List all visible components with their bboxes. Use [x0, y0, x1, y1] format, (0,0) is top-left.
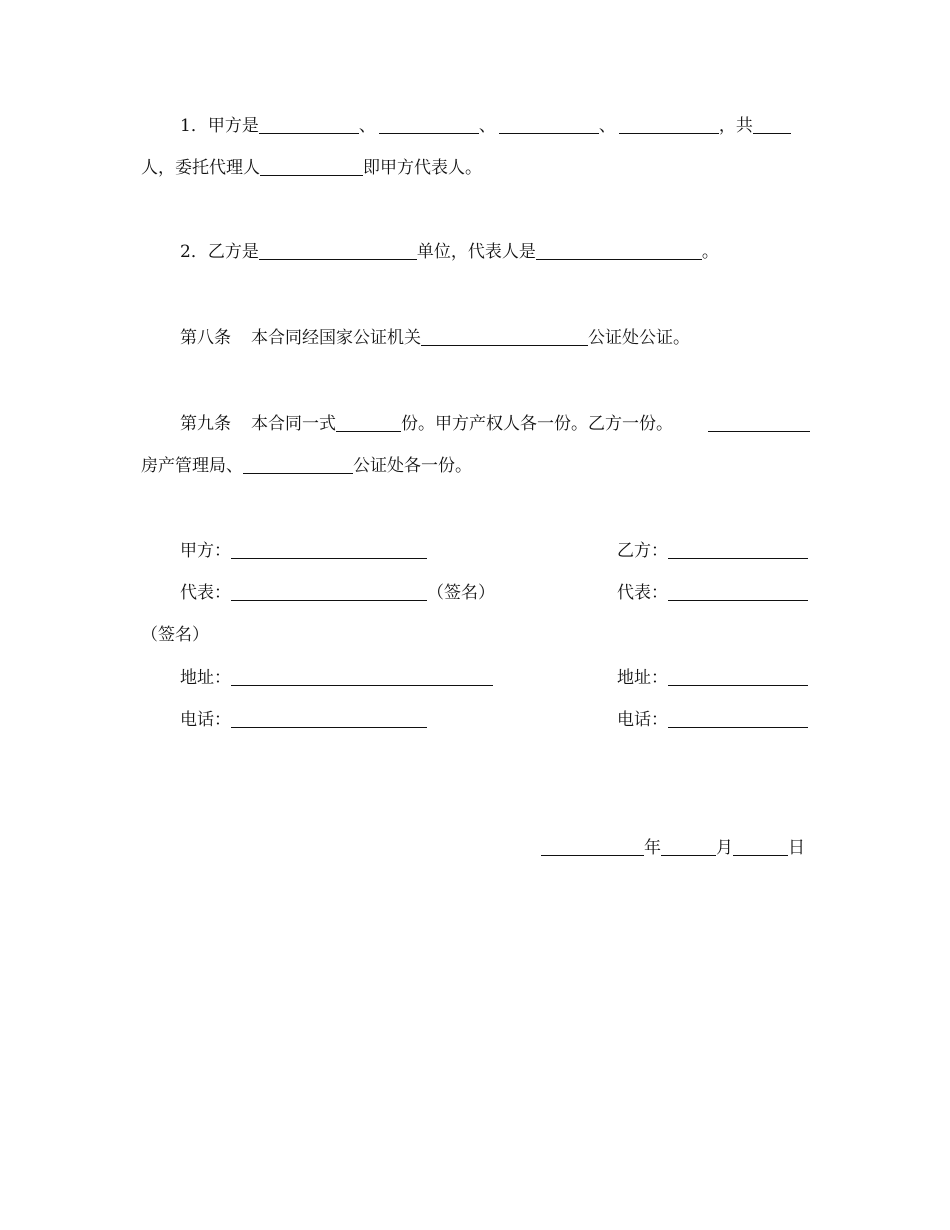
party-b-phone-blank[interactable]	[668, 709, 808, 728]
party-b-address-row	[617, 666, 808, 690]
party-b-address-label: 地址：	[617, 668, 668, 688]
notary-office-blank[interactable]	[421, 327, 588, 346]
article-9-line1	[180, 412, 673, 436]
separator-2: 、	[478, 116, 496, 136]
article-8-text1: 本合同经国家公证机关	[251, 328, 421, 348]
article-9-line2	[141, 454, 472, 478]
party-a-clause-text2: ，共	[718, 116, 753, 136]
party-a-clause-line1	[180, 114, 791, 138]
article-9-text1: 本合同一式	[251, 414, 336, 434]
party-a-clause-text1: 甲方是	[207, 116, 259, 136]
article-8-text2: 公证处公证。	[588, 328, 690, 348]
article-9-text3: 房产管理局、	[141, 456, 243, 476]
year-blank[interactable]	[541, 837, 644, 856]
notary-office-copy-blank[interactable]	[243, 455, 353, 474]
party-b-phone-row	[617, 708, 808, 732]
party-a-name-blank-3[interactable]	[499, 115, 599, 134]
party-a-name-blank-2[interactable]	[379, 115, 479, 134]
separator-1: 、	[358, 116, 376, 136]
party-b-rep-blank[interactable]	[668, 582, 808, 601]
party-a-name-blank-4[interactable]	[619, 115, 719, 134]
party-a-phone-blank[interactable]	[231, 709, 427, 728]
party-b-unit-blank[interactable]	[259, 241, 417, 260]
month-blank[interactable]	[661, 837, 716, 856]
article-9-text4: 公证处各一份。	[353, 456, 472, 476]
party-a-agent-blank[interactable]	[260, 157, 363, 176]
party-a-rep-row	[180, 581, 495, 605]
copies-count-blank[interactable]	[336, 413, 401, 432]
party-b-clause-number: 2．	[180, 242, 208, 262]
article-9-text2: 份。甲方产权人各一份。乙方一份。	[401, 414, 673, 434]
party-a-address-row	[180, 666, 493, 690]
article-8-line	[180, 326, 690, 350]
party-a-clause-number: 1．	[180, 116, 208, 136]
date-row	[541, 836, 805, 860]
party-a-address-blank[interactable]	[231, 667, 493, 686]
month-label: 月	[716, 838, 733, 858]
party-b-clause-text1: 乙方是	[207, 242, 259, 262]
day-label: 日	[788, 838, 805, 858]
day-blank[interactable]	[733, 837, 788, 856]
party-a-sign-row	[180, 539, 427, 563]
separator-3: 、	[598, 116, 616, 136]
party-b-sign-row	[617, 539, 808, 563]
party-b-clause-text3: 。	[701, 242, 719, 262]
party-b-phone-label: 电话：	[617, 710, 668, 730]
article-8-label: 第八条	[180, 328, 231, 348]
party-b-sign-note-row	[141, 623, 209, 647]
party-b-clause-line	[180, 240, 719, 264]
party-a-name-blank-1[interactable]	[259, 115, 359, 134]
party-a-phone-label: 电话：	[180, 710, 231, 730]
party-a-phone-row	[180, 708, 427, 732]
party-b-address-blank[interactable]	[668, 667, 808, 686]
party-a-address-label: 地址：	[180, 668, 231, 688]
party-b-clause-text2: 单位，代表人是	[416, 242, 536, 262]
party-a-clause-text3: 人，委托代理人	[141, 158, 260, 178]
party-b-sign-note: （签名）	[141, 625, 209, 645]
party-a-rep-label: 代表：	[180, 583, 231, 603]
article-9-label: 第九条	[180, 414, 231, 434]
party-a-label: 甲方：	[180, 541, 231, 561]
party-b-rep-row	[617, 581, 808, 605]
year-label: 年	[644, 838, 661, 858]
party-b-rep-label: 代表：	[617, 583, 668, 603]
party-a-clause-text4: 即甲方代表人。	[363, 158, 482, 178]
party-b-rep-blank[interactable]	[536, 241, 702, 260]
party-a-sign-blank[interactable]	[231, 540, 427, 559]
party-a-rep-blank[interactable]	[231, 582, 427, 601]
party-b-label: 乙方：	[617, 541, 668, 561]
party-a-clause-line2	[141, 156, 482, 180]
party-a-count-blank[interactable]	[753, 115, 791, 134]
housing-bureau-blank[interactable]	[708, 430, 810, 432]
party-b-sign-blank[interactable]	[668, 540, 808, 559]
party-a-sign-note: （签名）	[427, 583, 495, 603]
